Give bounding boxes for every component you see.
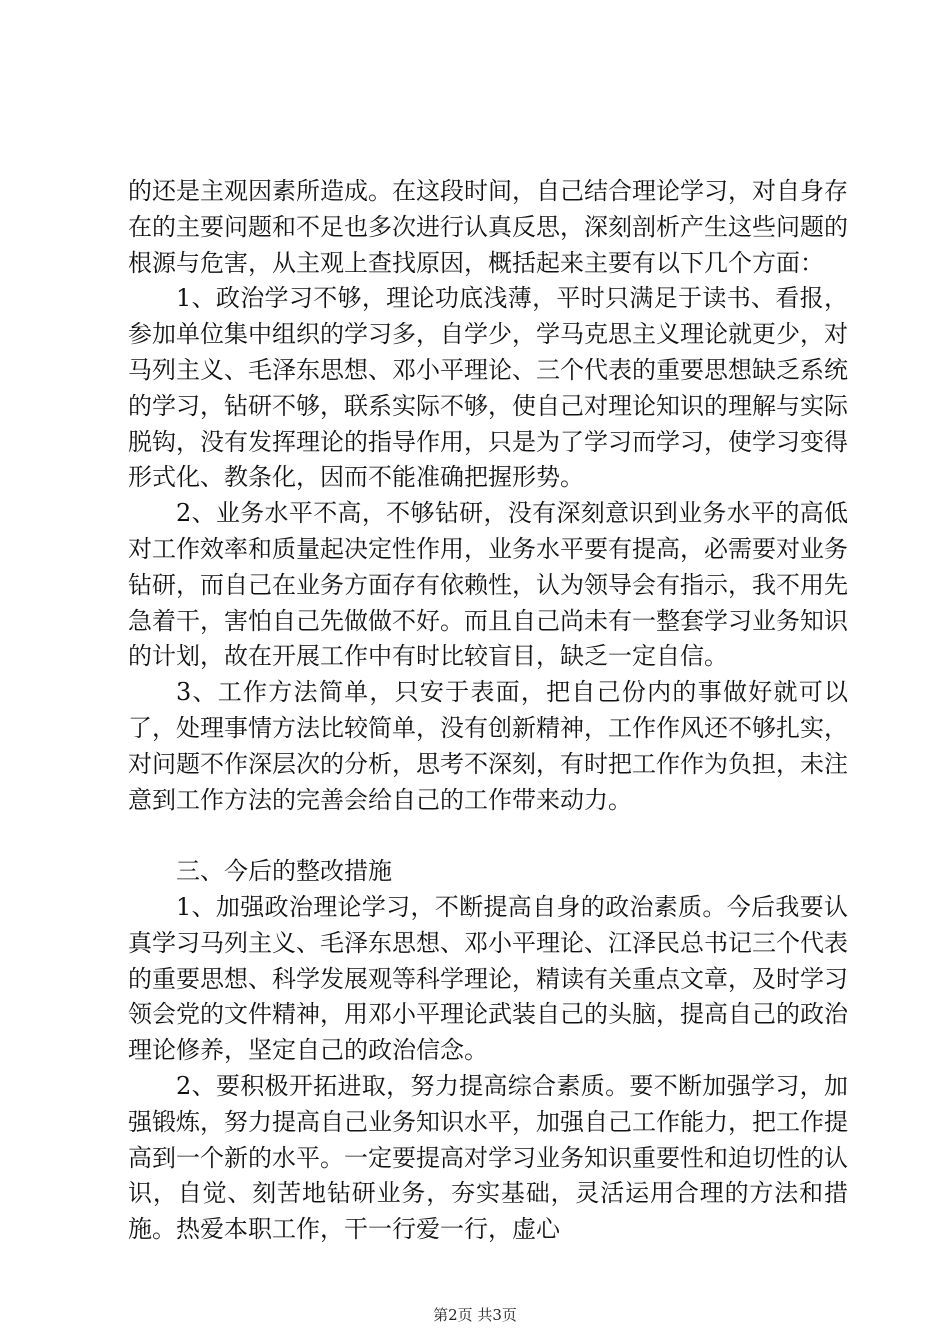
section-heading: 三、今后的整改措施 <box>176 857 392 886</box>
page-number-footer: 第2页 共3页 <box>433 1306 517 1324</box>
paragraph-measure-1: 1、加强政治理论学习，不断提高自身的政治素质。今后我要认真学习马列主义、毛泽东思想、邓小平理论、江泽民总书记三个代表的重要思想、科学发展观等科学理论，精读有关重点文章，及时学习领会党的文件精神，用邓小平理论武装自己的头脑，提高自己的政治理论修养，坚定自己的政治信念。 <box>128 892 848 1065</box>
paragraph-item-1: 1、政治学习不够，理论功底浅薄，平时只满足于读书、看报，参加单位集中组织的学习多，自学少，学马克思主义理论就更少，对马列主义、毛泽东思想、邓小平理论、三个代表的重要思想缺乏系统的学习，钻研不够，联系实际不够，使自己对理论知识的理解与实际脱钩，没有发挥理论的指导作用，只是为了学习而学习，使学习变得形式化、教条化，因而不能准确把握形势。 <box>128 284 848 492</box>
paragraph-continuation: 的还是主观因素所造成。在这段时间，自己结合理论学习，对自身存在的主要问题和不足也多次进行认真反思，深刻剖析产生这些问题的根源与危害，从主观上查找原因，概括起来主要有以下几个方面： <box>128 177 848 277</box>
paragraph-item-2: 2、业务水平不高，不够钻研，没有深刻意识到业务水平的高低对工作效率和质量起决定性作用，业务水平要有提高，必需要对业务钻研，而自己在业务方面存有依赖性，认为领导会有指示，我不用先急着干，害怕自己先做做不好。而且自己尚未有一整套学习业务知识的计划，故在开展工作中有时比较盲目，缺乏一定自信。 <box>128 499 848 671</box>
document-body <box>128 174 848 1248</box>
paragraph-item-3: 3、工作方法简单，只安于表面，把自己份内的事做好就可以了，处理事情方法比较简单，没有创新精神，工作作风还不够扎实，对问题不作深层次的分析，思考不深刻，有时把工作作为负担，未注意到工作方法的完善会给自己的工作带来动力。 <box>128 678 848 814</box>
paragraph-measure-2: 2、要积极开拓进取，努力提高综合素质。要不断加强学习，加强锻炼，努力提高自己业务知识水平，加强自己工作能力，把工作提高到一个新的水平。一定要提高对学习业务知识重要性和迫切性的认识，自觉、刻苦地钻研业务，夯实基础，灵活运用合理的方法和措施。热爱本职工作，干一行爱一行，虚心 <box>128 1071 848 1244</box>
